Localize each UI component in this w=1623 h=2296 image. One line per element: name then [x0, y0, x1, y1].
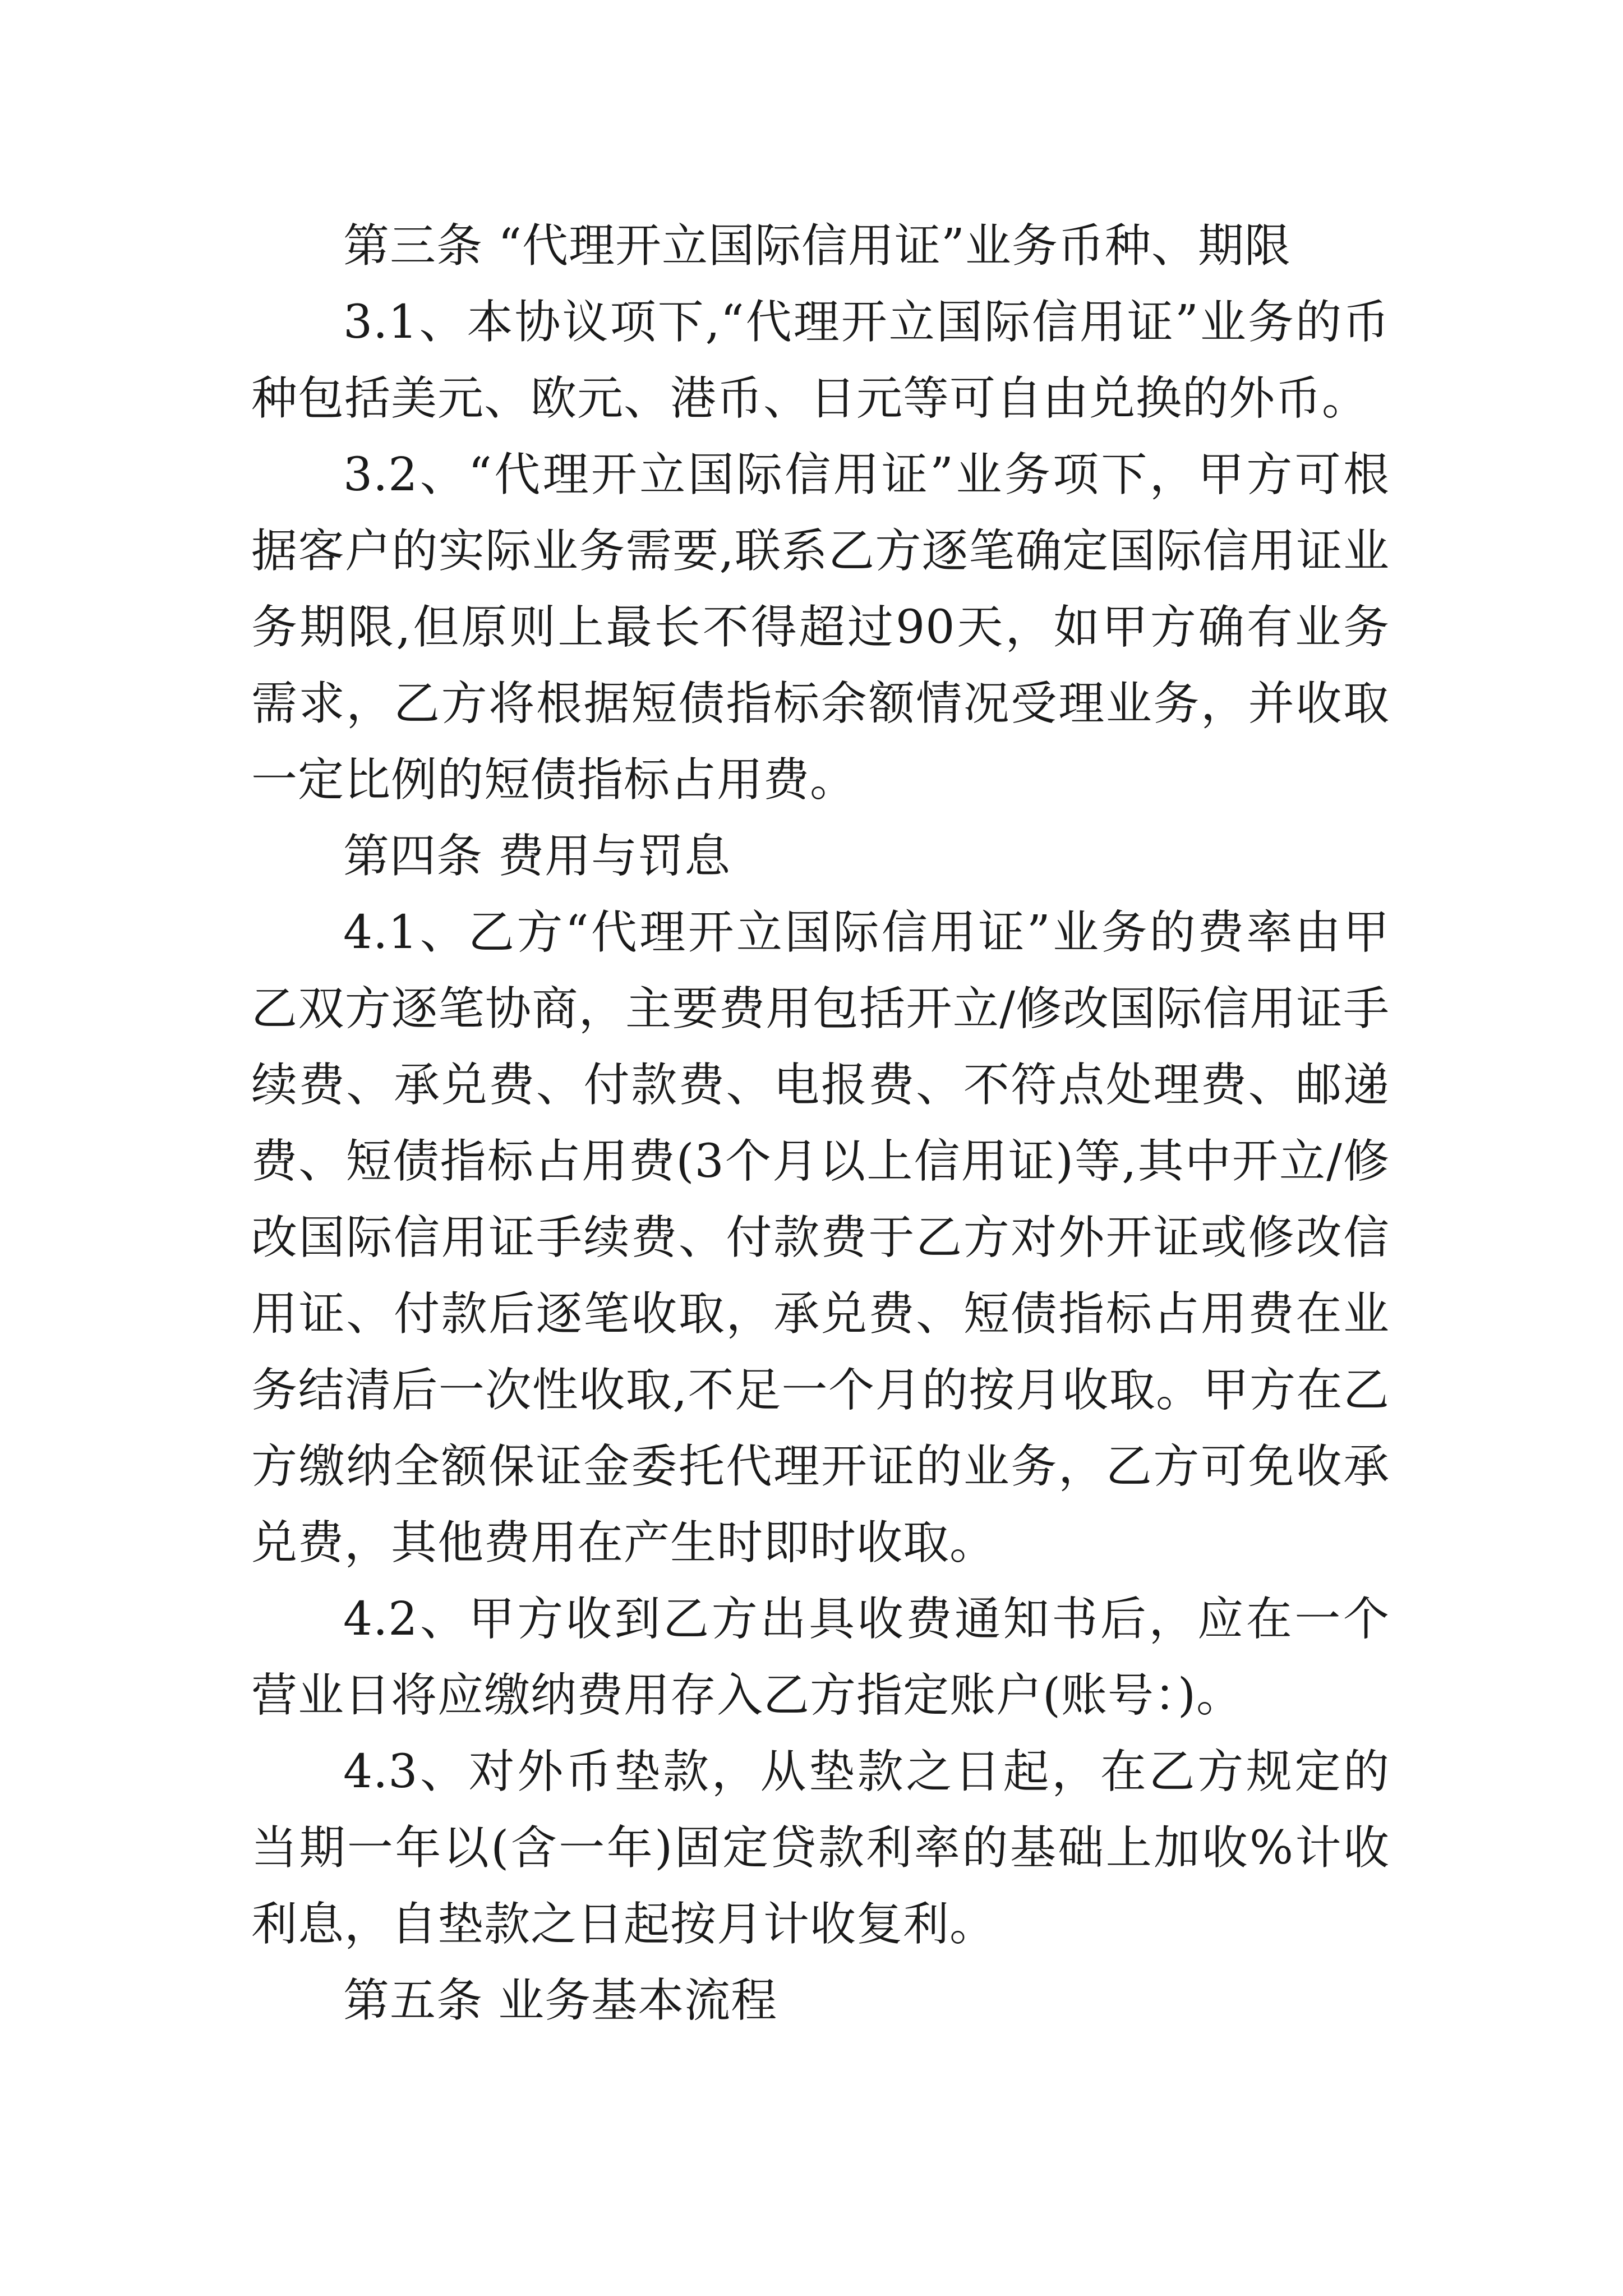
article-3-heading: 第三条 “代理开立国际信用证”业务币种、期限 [343, 219, 1291, 273]
clause-4-2: 4.2、甲方收到乙方出具收费通知书后，应在一个营业日将应缴纳费用存入乙方指定账户(账号：)。 [251, 1593, 1390, 1722]
clause-3-1: 3.1、本协议项下,“代理开立国际信用证”业务的币种包括美元、欧元、港币、日元等可自由兑换的外币。 [251, 296, 1390, 425]
clause-3-2: 3.2、“代理开立国际信用证”业务项下，甲方可根据客户的实际业务需要,联系乙方逐笔确定国际信用证业务期限,但原则上最长不得超过90天，如甲方确有业务需求，乙方将根据短债指标余额情况受理业务，并收取一定比例的短债指标占用费。 [251, 448, 1390, 807]
document-body [251, 208, 1390, 2039]
clause-4-3: 4.3、对外币垫款，从垫款之日起，在乙方规定的当期一年以(含一年)固定贷款利率的基础上加收%计收利息，自垫款之日起按月计收复利。 [251, 1745, 1390, 1951]
article-5-heading: 第五条 业务基本流程 [343, 1974, 778, 2027]
article-4-heading: 第四条 费用与罚息 [343, 830, 731, 883]
clause-4-1: 4.1、乙方“代理开立国际信用证”业务的费率由甲乙双方逐笔协商，主要费用包括开立/修改国际信用证手续费、承兑费、付款费、电报费、不符点处理费、邮递费、短债指标占用费(3个月以上信用证)等,其中开立/修改国际信用证手续费、付款费于乙方对外开证或修改信用证、付款后逐笔收取，承兑费、短债指标占用费在业务结清后一次性收取,不足一个月的按月收取。甲方在乙方缴纳全额保证金委托代理开证的业务，乙方可免收承兑费，其他费用在产生时即时收取。 [251, 906, 1390, 1570]
